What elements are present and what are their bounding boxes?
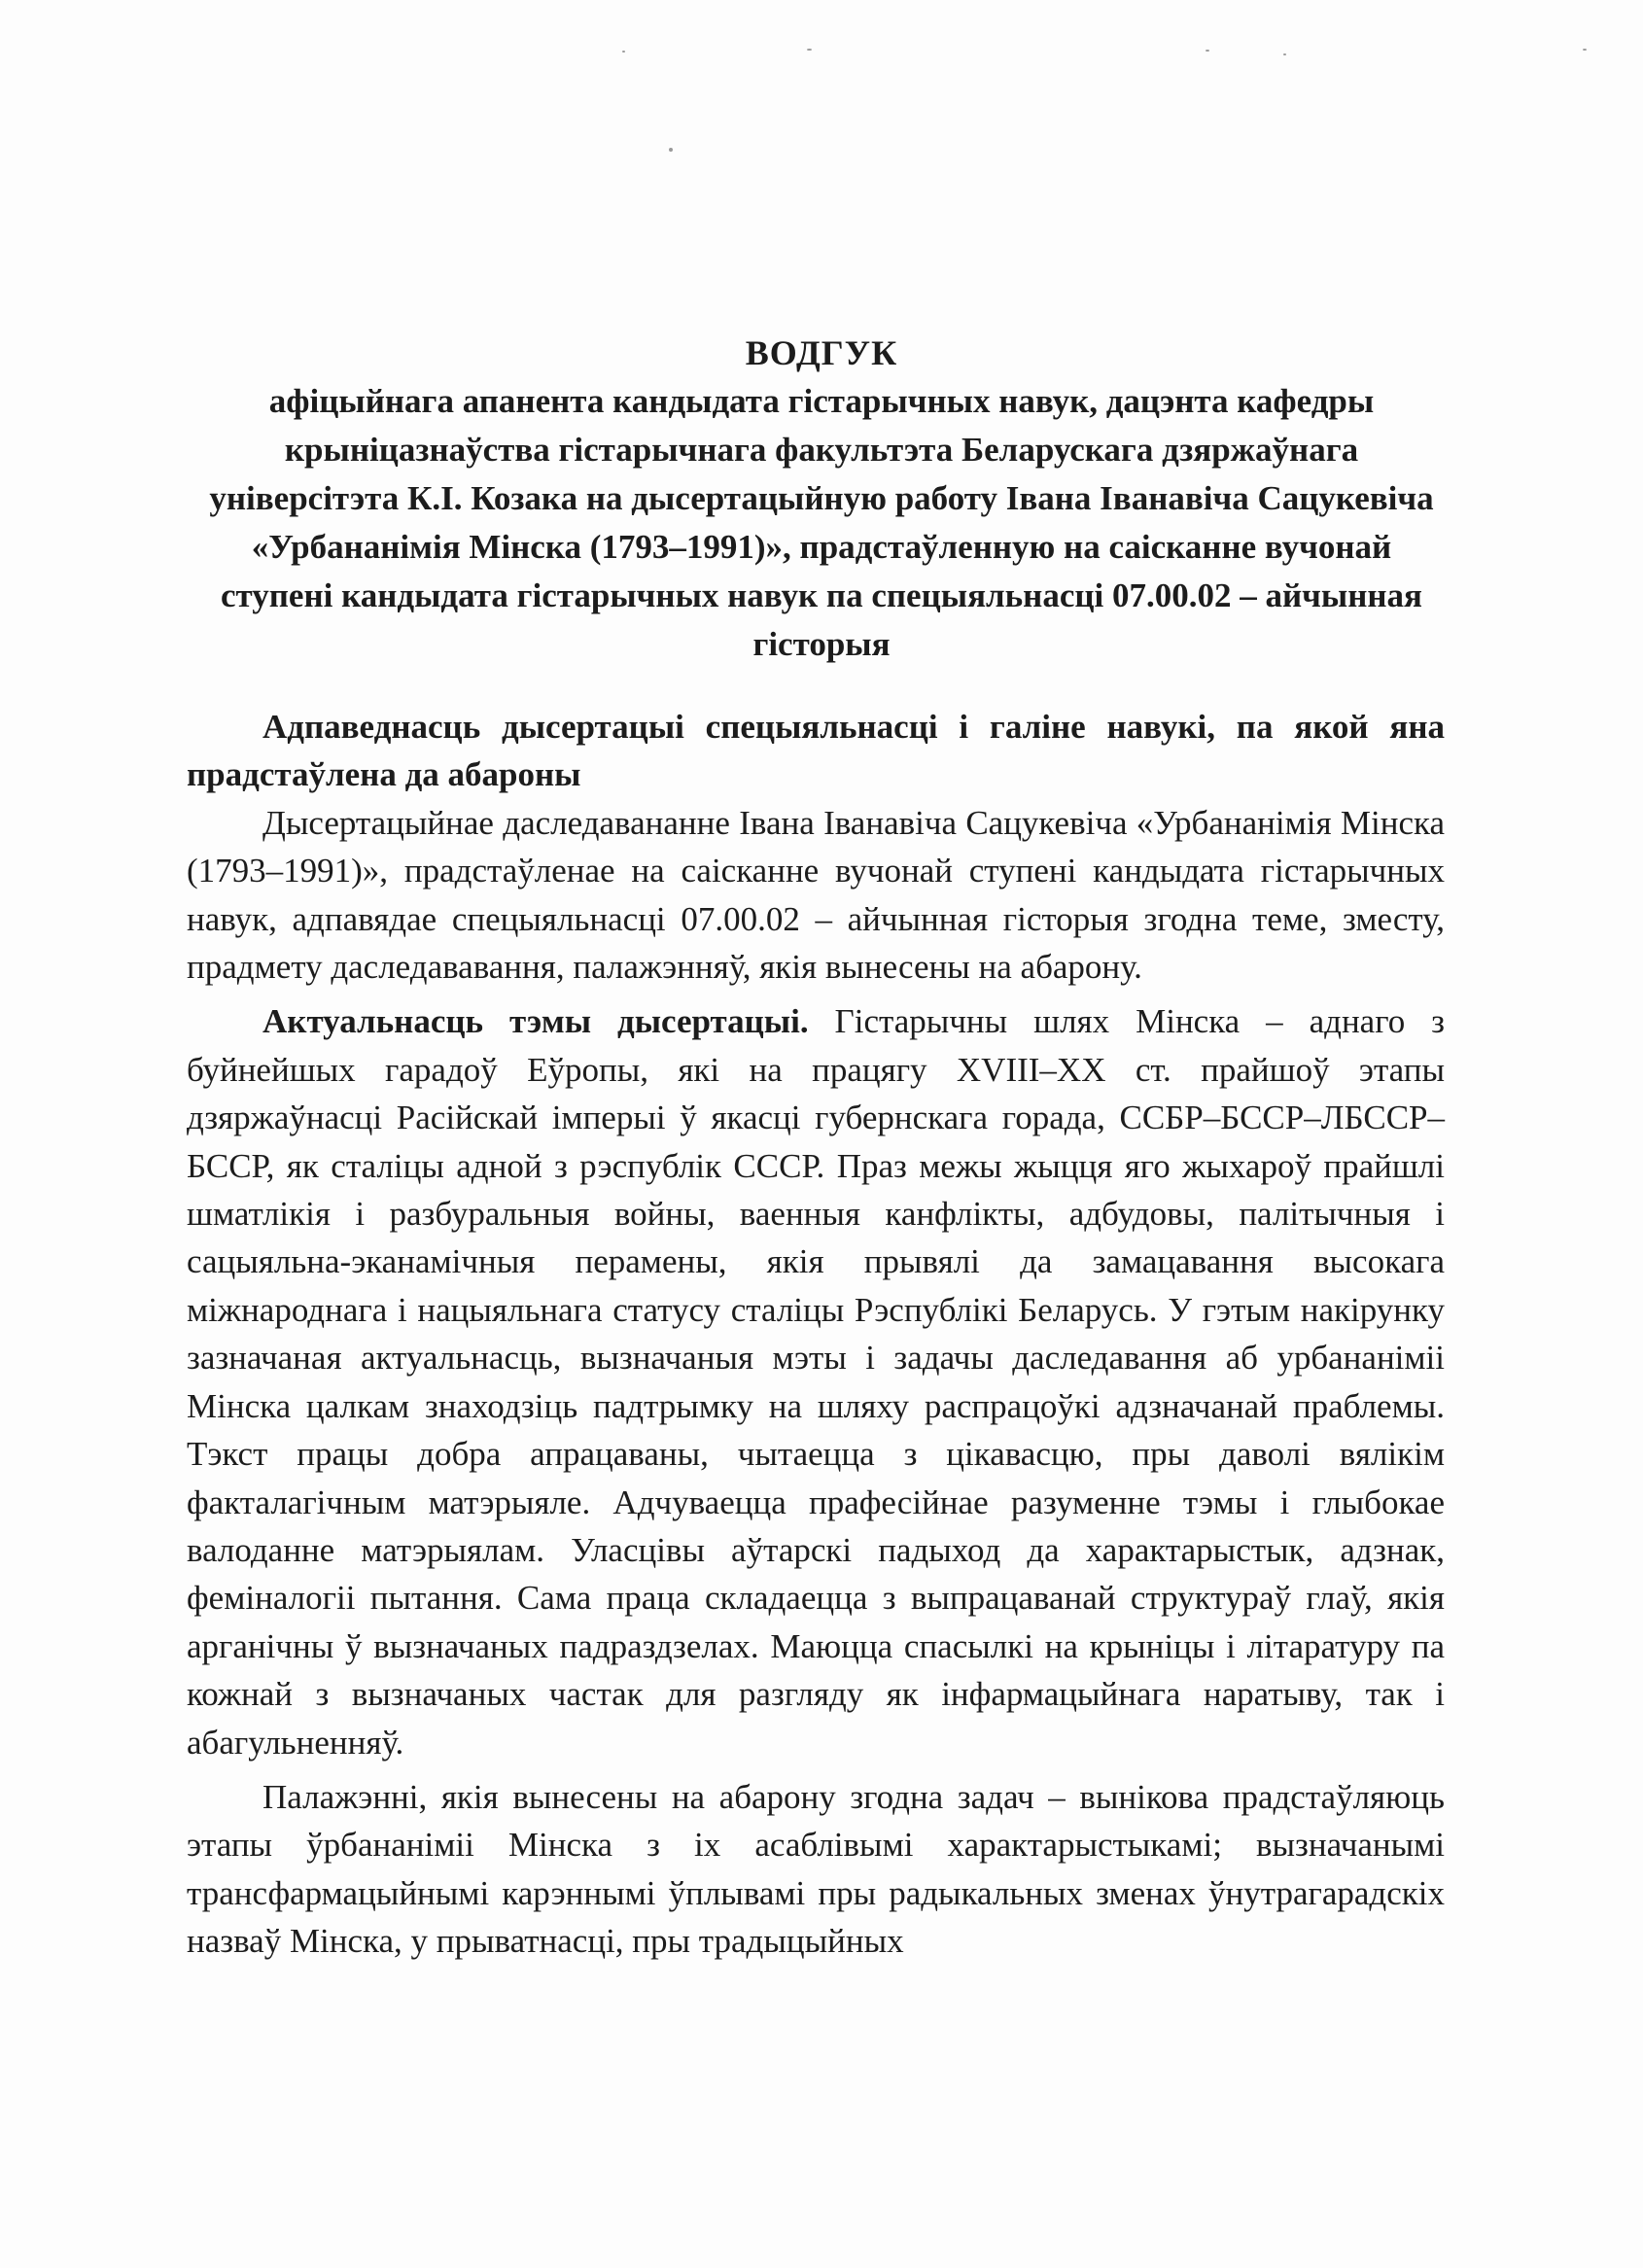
paragraph-relevance	[187, 997, 1445, 1766]
document-header	[194, 329, 1449, 669]
paragraph-lead: Актуальнасць тэмы дысертацыі.	[262, 1002, 809, 1041]
paragraph-spacer	[187, 1766, 1445, 1773]
document-body	[187, 703, 1445, 1966]
section-heading: Адпаведнасць дысертацыі спецыяльнасці і галіне навукі, па якой яна прадстаўлена да абароны	[187, 708, 1445, 794]
paragraph-spacer	[187, 991, 1445, 997]
scan-speck	[1283, 53, 1286, 55]
document-subtitle: афіцыйнага апанента кандыдата гістарычных навук, дацэнта кафедры крыніцазнаўства гістарычнага факультэта Беларускага дзяржаўнага універсітэта К.І. Козака на дысертацыйную работу Івана Іванавіча Сацукевіча «Урбананімія Мінска (1793–1991)», прадстаўленную на саісканне вучонай ступені кандыдата гістарычных навук па спецыяльнасці 07.00.02 – айчынная гісторыя	[209, 382, 1434, 663]
document-title: ВОДГУК	[745, 333, 898, 372]
paragraph-body: Гістарычны шлях Мінска – аднаго з буйнейшых гарадоў Еўропы, які на працягу XVIII–XX ст. прайшоў этапы дзяржаўнасці Расійскай імперыі ў якасці губернскага горада, ССБР–БССР–ЛБССР– БССР, як сталіцы адной з рэспублік СССР. Праз межы жыцця яго жыхароў прайшлі шматлікія і разбуральныя войны, ваенныя канфлікты, адбудовы, палітычныя і сацыяльна-эканамічныя перамены, якія прывялі да замацавання высокага міжнароднага і нацыяльнага статусу сталіцы Рэспублікі Беларусь. У гэтым накірунку зазначаная актуальнасць, вызначаныя мэты і задачы даследавання аб урбананіміі Мінска цалкам знаходзіць падтрымку на шляху распрацоўкі адзначанай праблемы. Тэкст працы добра апрацаваны, чытаецца з цікавасцю, пры даволі вялікім факталагічным матэрыяле. Адчуваецца прафесійнае разуменне тэмы і глыбокае валоданне матэрыялам. Уласцівы аўтарскі падыход да характарыстык, адзнак, феміналогіі пытання. Сама праца складаецца з выпрацаванай структураў глаў, якія арганічны ў вызначаных падраздзелах. Маюцца спасылкі на крыніцы і літаратуру па кожнай з вызначаных частак для разгляду як інфармацыйнага наратыву, так і абагульненняў.	[187, 1002, 1445, 1762]
scan-speck	[1206, 50, 1209, 52]
paragraph-provisions: Палажэнні, якія вынесены на абарону згодна задач – вынікова прадстаўляюць этапы ўрбананіміі Мінска з іх асаблівымі характарыстыкамі; вызначанымі трансфармацыйнымі карэннымі ўплывамі пры радыкальных зменах ўнутрагарадскіх назваў Мінска, у прыватнасці, пры традыцыйных	[187, 1777, 1445, 1961]
paragraph-conformity: Дысертацыйнае даследавананне Івана Іванавіча Сацукевіча «Урбананімія Мінска (1793–1991)», прадстаўленае на саісканне вучонай ступені кандыдата гістарычных навук, адпавядае спецыяльнасці 07.00.02 – айчынная гісторыя згодна теме, зместу, прадмету даследававання, палажэнняў, якія вынесены на абарону.	[187, 803, 1445, 987]
scan-speck	[622, 51, 625, 52]
scan-speck	[1583, 49, 1587, 51]
scan-speck	[807, 49, 812, 51]
scan-speck	[669, 148, 673, 152]
